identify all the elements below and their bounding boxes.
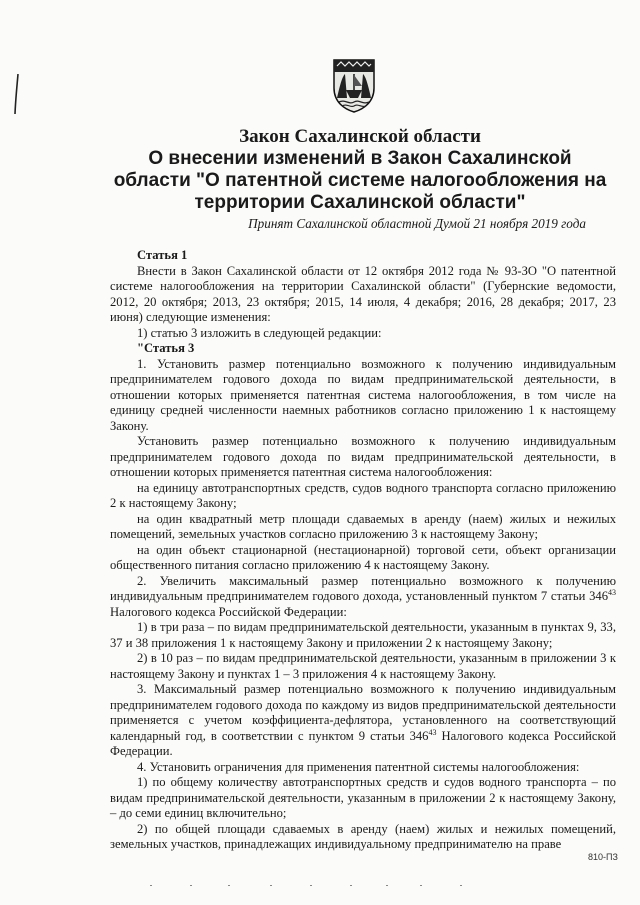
paragraph-6 [110,574,616,621]
scan-artifact-dots [150,884,470,888]
document-code: 810-ПЗ [588,852,618,862]
paragraph-6-tail: Налогового кодекса Российской Федерации: [110,604,347,619]
paragraph-6-text: 2. Увеличить максимальный размер потенциально возможного к получению индивидуальным предпринимателем годового дохода, установленный пунктом 7 статьи 346 [110,573,616,603]
title-line-1: Закон Сахалинской области [239,126,481,147]
article-number-superscript: 43 [608,587,616,597]
item-1: 1) статью 3 изложить в следующей редакции: [137,325,382,340]
title-line-2: О внесении изменений в Закон Сахалинской [148,148,572,169]
title-line-3: области "О патентной системе налогообложения на [113,170,607,191]
paragraph-9-text: 3. Максимальный размер потенциально возможного к получению индивидуальным предпринимателем годового дохода по каждому из видов предпринимательской деятельности применяется с учетом коэффициента-дефлятора, установленного на соответствующий календарный год, в соответствии с пунктом 9 статьи 346 [110,682,616,743]
title-line-4: территории Сахалинской области" [194,192,526,213]
document-body [110,248,616,853]
paragraph-4: на один квадратный метр площади сдаваемых в аренду (наем) жилых и нежилых помещений, земельных участков согласно приложению 3 к настоящему Закону; [110,511,616,541]
paragraph-9-tail: Налогового кодекса Российской Федерации. [110,728,616,758]
paragraph-11: 1) по общему количеству автотранспортных средств и судов водного транспорта – по видам предпринимательской деятельности, указанным в приложении 2 к настоящему Закону, – до семи единиц включительно; [110,775,616,820]
article-3-heading: "Статья 3 [137,341,195,355]
paragraph-5: на один объект стационарной (нестационарной) торговой сети, объект организации общественного питания согласно приложению 4 к настоящему Закону. [110,542,616,572]
paragraph-8: 2) в 10 раз – по видам предпринимательской деятельности, указанным в приложении 3 к настоящему Закону и пунктах 1 – 3 приложения 4 к настоящему Закону. [110,651,616,681]
paragraph-2: Установить размер потенциально возможного к получению индивидуальным предпринимателем годового дохода по видам предпринимательской деятельности, в отношении которых применяется патентная система налогообложения: [110,434,616,479]
article-1-heading: Статья 1 [137,248,188,262]
coat-of-arms-icon [331,58,377,114]
paragraph-3: на единицу автотранспортных средств, судов водного транспорта согласно приложению 2 к настоящему Закону; [110,480,616,510]
scan-artifact-mark [14,74,20,114]
paragraph-10: 4. Установить ограничения для применения патентной системы налогообложения: [137,759,580,774]
paragraph-7: 1) в три раза – по видам предпринимательской деятельности, указанным в пунктах 9, 33, 37 и 38 приложения 1 к настоящему Закону и приложении 2 к настоящему Закону; [110,620,616,650]
document-title [110,126,610,214]
intro-paragraph: Внести в Закон Сахалинской области от 12 октября 2012 года № 93-ЗО "О патентной системе налогообложения на территории Сахалинской области" (Губернские ведомости, 2012, 20 октября; 2013, 23 октября; 2015, 14 июля, 4 декабря; 2016, 28 декабря; 2017, 23 июня) следующие изменения: [110,263,616,324]
paragraph-9 [110,682,616,760]
paragraph-12: 2) по общей площади сдаваемых в аренду (наем) жилых и нежилых помещений, земельных участков, принадлежащих индивидуальному предпринимателю на праве [110,821,616,851]
article-number-superscript: 43 [428,727,437,737]
paragraph-1: 1. Установить размер потенциально возможного к получению индивидуальным предпринимателем годового дохода по видам предпринимательской деятельности, в отношении которых применяется патентная система налогообложения, в том числе на единицу средней численности наемных работников согласно приложению 1 к настоящему Закону. [110,356,616,433]
adoption-note: Принят Сахалинской областной Думой 21 ноября 2019 года [248,216,586,231]
